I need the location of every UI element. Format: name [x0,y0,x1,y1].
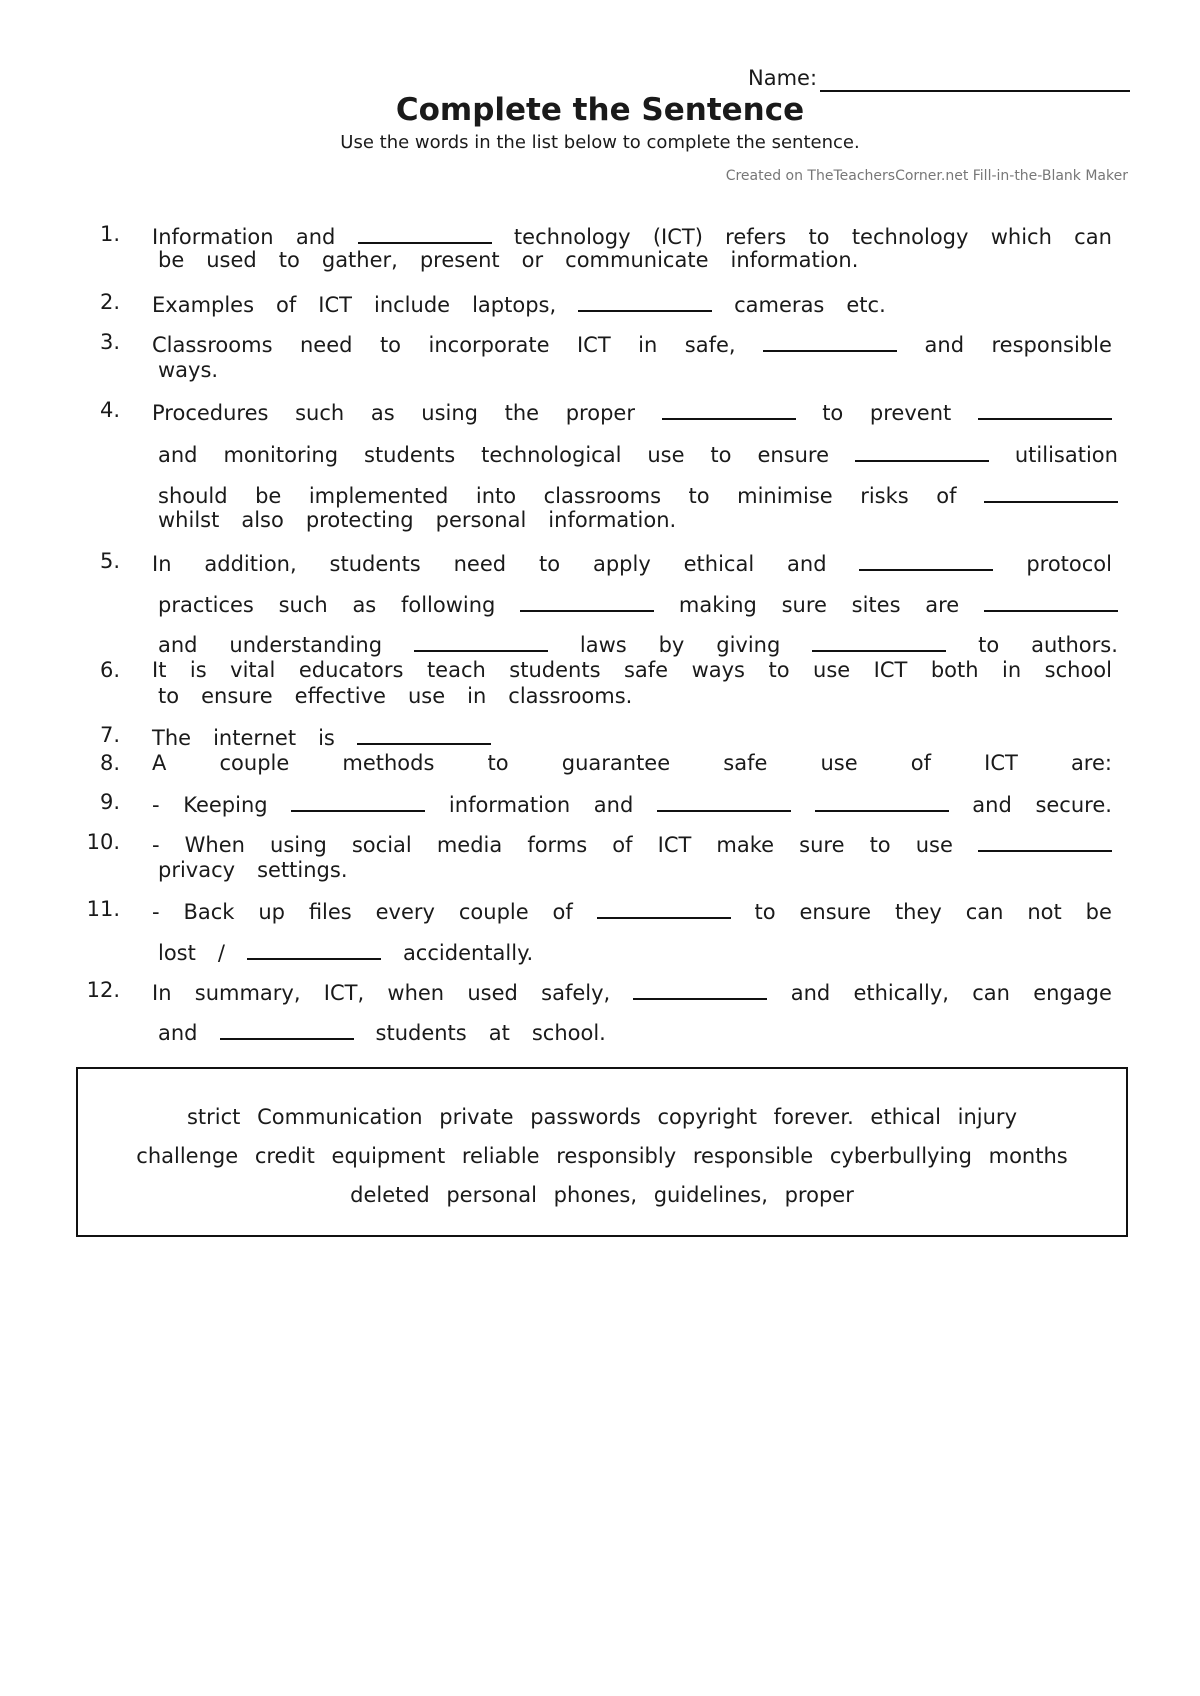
question-word: to [768,658,790,682]
answer-blank[interactable] [357,723,491,745]
question-word: such [295,401,345,425]
answer-blank[interactable] [855,440,989,462]
question-line [152,723,1112,753]
question-line [152,897,1112,927]
question-word: cameras [734,293,825,317]
question-word: effective [294,684,386,708]
question-word: to [869,833,891,857]
question-word: can [972,981,1010,1005]
question-word: students [329,552,421,576]
question-word: forms [527,833,588,857]
question-word: couple [458,900,529,924]
question-word: they [894,900,942,924]
question-word: Back [183,900,235,924]
question-word: vital [230,658,276,682]
question-word: use [407,684,446,708]
question-line [158,630,1118,660]
question-number: 12. [86,978,120,1002]
question-word: minimise [737,484,833,508]
question-word: need [453,552,507,576]
question-line [152,751,1112,781]
question-word: gather, [321,248,398,272]
question-word: - [152,900,160,924]
question-number: 6. [99,658,120,682]
question-word: up [258,900,285,924]
word-bank-line: challenge credit equipment reliable responsibly responsible cyberbullying months [136,1144,1068,1168]
question-word: Classrooms [152,333,273,357]
question-word: are [925,593,960,617]
question-word: engage [1033,981,1112,1005]
answer-blank[interactable] [414,630,548,652]
answer-blank[interactable] [597,897,731,919]
question-word: of [552,900,573,924]
question-word: It [152,658,167,682]
answer-blank[interactable] [662,398,796,420]
answer-blank[interactable] [815,790,949,812]
question-number: 4. [99,398,120,422]
question-word: and [972,793,1012,817]
question-word: ethical [683,552,755,576]
question-word: to [808,225,830,249]
question-word: ICT [984,751,1018,775]
question-word: personal [435,508,527,532]
question-word: safe [723,751,768,775]
question-word: to [487,751,509,775]
question-word: used [206,248,257,272]
question-word: A [152,751,167,775]
question-word: apply [592,552,651,576]
question-word: proper [565,401,635,425]
question-line [158,684,1118,714]
question-word: to [379,333,402,357]
answer-blank[interactable] [978,830,1112,852]
question-line [152,549,1112,579]
question-number: 3. [99,330,120,354]
answer-blank[interactable] [247,938,381,960]
answer-blank[interactable] [859,549,993,571]
question-word: using [421,401,478,425]
question-word: technological [481,443,622,467]
question-word: sure [799,833,845,857]
question-word: guarantee [561,751,671,775]
answer-blank[interactable] [520,590,654,612]
question-word: Procedures [152,401,269,425]
question-word: use [647,443,685,467]
question-word: internet [213,726,297,750]
question-word: school. [531,1021,606,1045]
question-word: and [295,225,336,249]
answer-blank[interactable] [984,590,1118,612]
answer-blank[interactable] [291,790,425,812]
question-line [152,290,1112,320]
question-word: teach [426,658,486,682]
question-word: privacy [158,858,236,882]
question-word: risks [860,484,909,508]
question-word: and [787,552,827,576]
question-line [152,830,1112,860]
question-word: - [152,793,160,817]
question-word: understanding [229,633,383,657]
question-word: protocol [1026,552,1112,576]
question-word: Keeping [183,793,268,817]
answer-blank[interactable] [358,222,492,244]
question-word: ensure [799,900,872,924]
question-word: by [658,633,685,657]
question-word: refers [725,225,787,249]
question-word: sites [851,593,901,617]
question-word: be [1085,900,1112,924]
question-word: use [813,658,851,682]
question-word: accidentally. [402,941,534,965]
answer-blank[interactable] [633,978,767,1000]
question-word: be [255,484,282,508]
question-word: need [299,333,353,357]
question-word: and [790,981,831,1005]
question-number: 1. [99,222,120,246]
question-word: to [538,552,561,576]
question-word: and [158,633,198,657]
question-word: information. [730,248,859,272]
question-word: safe [623,658,669,682]
question-word: addition, [204,552,297,576]
question-word: in [638,333,658,357]
question-word: ways [691,658,745,682]
answer-blank[interactable] [978,398,1112,420]
question-word: following [400,593,496,617]
question-line [152,978,1112,1008]
question-word: include [373,293,451,317]
question-word: as [370,401,395,425]
question-word: is [318,726,335,750]
question-word: The [152,726,192,750]
question-word: Examples [152,293,255,317]
question-word: to [688,484,710,508]
question-word: at [488,1021,510,1045]
question-word: in [467,684,487,708]
question-word: secure. [1035,793,1112,817]
question-word: ensure [201,684,273,708]
question-word: school [1044,658,1112,682]
question-word: students [364,443,456,467]
question-word: use [915,833,953,857]
question-word: classrooms [543,484,662,508]
question-word: present [419,248,500,272]
answer-blank[interactable] [220,1018,354,1040]
question-word: technology [851,225,969,249]
question-word: of [276,293,297,317]
credit-text: Created on TheTeachersCorner.net Fill-in-the-Blank Maker [725,168,1128,184]
question-word: laws [579,633,627,657]
question-word: of [936,484,957,508]
question-word: students [509,658,601,682]
question-line [158,938,1118,968]
question-number: 10. [86,830,120,854]
answer-blank[interactable] [763,330,897,352]
question-line [158,858,1118,888]
question-word: social [351,833,412,857]
question-word: educators [298,658,404,682]
question-line [158,1018,1118,1048]
question-number: 7. [99,723,120,747]
question-word: can [965,900,1004,924]
question-word: giving [716,633,781,657]
question-word: to [754,900,776,924]
question-word: settings. [257,858,348,882]
question-word: using [270,833,327,857]
question-word: sure [781,593,827,617]
word-bank-line: deleted personal phones, guidelines, proper [350,1183,854,1207]
question-word: both [930,658,979,682]
question-word: ethically, [853,981,949,1005]
question-word: the [504,401,540,425]
question-word: which [990,225,1052,249]
question-word: classrooms. [508,684,633,708]
question-word: technology [513,225,631,249]
question-word: In [152,552,172,576]
question-number: 9. [99,790,120,814]
question-word: use [820,751,858,775]
question-word: of [612,833,633,857]
question-word: ICT, [323,981,365,1005]
question-word: ways. [158,358,219,382]
question-word: ICT [657,833,692,857]
answer-blank[interactable] [578,290,712,312]
question-word: into [475,484,517,508]
question-word: lost [158,941,196,965]
question-word: monitoring [223,443,339,467]
question-word: media [436,833,503,857]
answer-blank[interactable] [984,481,1118,503]
question-word: to [978,633,1000,657]
question-word: to [278,248,300,272]
question-line [152,330,1112,360]
question-word: couple [219,751,290,775]
question-word: are: [1070,751,1112,775]
question-word: prevent [869,401,952,425]
question-word: (ICT) [652,225,703,249]
question-word: authors. [1031,633,1118,657]
word-bank-line: strict Communication private passwords copyright forever. ethical injury [186,1105,1017,1129]
question-word: ICT [873,658,908,682]
question-line [158,508,1118,538]
answer-blank[interactable] [812,630,946,652]
question-word: when [387,981,445,1005]
question-line [158,358,1118,388]
question-word: making [678,593,757,617]
question-word: should [158,484,228,508]
question-word: also [241,508,284,532]
question-word: not [1027,900,1062,924]
question-word: ensure [757,443,830,467]
question-word: files [308,900,352,924]
word-bank [76,1067,1128,1237]
question-word: In [152,981,172,1005]
question-word: When [184,833,245,857]
question-number: 5. [99,549,120,573]
question-word: ICT [318,293,352,317]
page-title: Complete the Sentence [395,92,805,128]
question-word: in [1002,658,1022,682]
question-word: and [593,793,634,817]
question-line [152,398,1112,428]
question-word: to [710,443,732,467]
question-word: protecting [305,508,414,532]
question-word: safe, [684,333,736,357]
question-word: is [189,658,207,682]
question-word: communicate [565,248,709,272]
question-word: and [158,1021,198,1045]
question-line [158,440,1118,470]
question-word: or [521,248,544,272]
question-word: can [1074,225,1112,249]
question-word: incorporate [428,333,550,357]
question-word: methods [342,751,435,775]
question-word: responsible [991,333,1112,357]
question-word: practices [158,593,254,617]
question-word: laptops, [472,293,557,317]
question-word: utilisation [1014,443,1118,467]
question-word: to [822,401,844,425]
question-word: information [448,793,571,817]
question-line [158,481,1118,511]
name-label: Name: [748,66,818,90]
question-word: every [375,900,435,924]
question-line [158,590,1118,620]
question-word: to [158,684,180,708]
question-word: ICT [576,333,611,357]
question-word: students [375,1021,467,1045]
question-word: summary, [194,981,301,1005]
question-word: Information [152,225,274,249]
question-word: of [910,751,932,775]
question-word: information. [548,508,677,532]
question-word: and [924,333,965,357]
question-word: implemented [308,484,449,508]
question-line [152,790,1112,820]
question-word: - [152,833,160,857]
question-word: make [716,833,775,857]
question-word: and [158,443,198,467]
question-number: 11. [86,897,120,921]
question-word: safely, [541,981,611,1005]
question-word: as [352,593,377,617]
question-number: 8. [99,751,120,775]
answer-blank[interactable] [657,790,791,812]
instructions: Use the words in the list below to complete the sentence. [340,132,860,153]
question-line [158,248,1118,278]
question-word: / [217,941,225,965]
question-word: used [467,981,518,1005]
question-word: etc. [846,293,886,317]
question-word: whilst [158,508,220,532]
question-word: be [158,248,185,272]
question-word: such [278,593,328,617]
question-number: 2. [99,290,120,314]
